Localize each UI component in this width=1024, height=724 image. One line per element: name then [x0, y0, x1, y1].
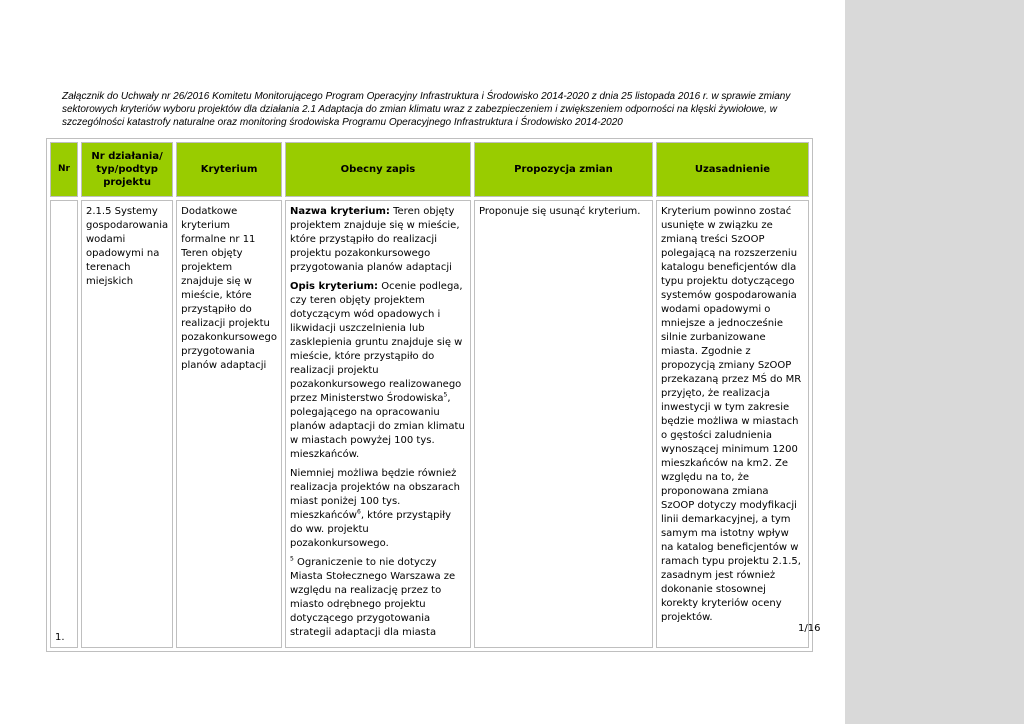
- page-number: 1/16: [798, 623, 821, 634]
- footnote-5-mark: 5: [289, 555, 294, 563]
- cell-kryterium: Dodatkowe kryterium formalne nr 11 Teren objęty projektem znajduje się w mieście, które przystąpiło do realizacji projektu pozakonkursowego przygotowania planów adaptacji: [176, 200, 282, 648]
- nazwa-text: Teren objęty projektem znajduje się w mieście, które przystąpiło do realizacji projektu pozakonkursowego przygotowania planów adaptacji: [289, 206, 460, 273]
- cell-obecny-zapis: [285, 200, 471, 648]
- header-dzialanie: Nr działania/ typ/podtyp projektu: [81, 142, 173, 197]
- nazwa-label: Nazwa kryterium:: [289, 206, 390, 217]
- footnote-5-text: Ograniczenie to nie dotyczy Miasta Stołecznego Warszawa ze względu na realizację przez to miasto odrębnego projektu dotyczącego przygotowania strategii adaptacji dla miasta: [289, 557, 456, 638]
- table-header-row: [50, 142, 809, 197]
- footnote-ref-5[interactable]: 5: [443, 391, 448, 399]
- header-obecny-zapis: Obecny zapis: [285, 142, 471, 197]
- header-propozycja: Propozycja zmian: [474, 142, 653, 197]
- cell-uzasadnienie: Kryterium powinno zostać usunięte w związku ze zmianą treści SzOOP polegającą na rozszerzeniu katalogu beneficjentów dla typu projektu dotyczącego systemów gospodarowania wodami opadowymi o mniejsze a jednocześnie silnie zurbanizowane miasta. Zgodnie z propozycją zmiany SzOOP przekazaną przez MŚ do MR przyjęto, że realizacja inwestycji w tym zakresie będzie możliwa w miastach o gęstości zaludnienia wynoszącej minimum 1200 mieszkańców na km2. Ze względu na to, że proponowana zmiana SzOOP dotyczy modyfikacji linii demarkacyjnej, a tym samym ma istotny wpływ na katalog beneficjentów w ramach typu projektu 2.1.5, zasadnym jest również dokonanie stosownej korekty kryteriów oceny projektów.: [656, 200, 809, 648]
- opis-kryterium-paragraph: [290, 280, 466, 462]
- comment-margin-pane: [845, 0, 1024, 724]
- header-uzasadnienie: Uzasadnienie: [656, 142, 809, 197]
- niemniej-paragraph: [290, 467, 466, 551]
- cell-dzialanie: 2.1.5 Systemy gospodarowania wodami opadowymi na terenach miejskich: [81, 200, 173, 648]
- criteria-table: [46, 138, 813, 652]
- cell-propozycja: Proponuje się usunąć kryterium.: [474, 200, 653, 648]
- footnote-ref-6[interactable]: 6: [356, 508, 361, 516]
- opis-text: Ocenie podlega, czy teren objęty projektem dotyczącym wód opadowych i likwidacji uszczelnienia lub zasklepienia gruntu znajduje się w mieście, które przystąpiło do realizacji projektu pozakonkursowego realizowanego przez Ministerstwo Środowiska: [289, 281, 463, 404]
- header-nr: Nr: [50, 142, 78, 197]
- footnote-5-paragraph: [290, 556, 466, 640]
- table-row: [50, 200, 809, 648]
- cell-nr: 1.: [50, 200, 78, 648]
- niemniej-text: Niemniej możliwa będzie również realizacja projektów na obszarach miast poniżej 100 tys. mieszkańców: [289, 468, 460, 521]
- document-header-note: Załącznik do Uchwały nr 26/2016 Komitetu Monitorującego Program Operacyjny Infrastruktura i Środowisko 2014-2020 z dnia 25 listopada 2016 r. w sprawie zmiany sektorowych kryteriów wyboru projektów dla działania 2.1 Adaptacja do zmian klimatu wraz z zabezpieczeniem i zwiększeniem odporności na klęski żywiołowe, w szczególności katastrofy naturalne oraz monitoring środowiska Programu Operacyjnego Infrastruktura i Środowisko 2014-2020: [62, 91, 791, 128]
- niemniej-text-continued: , które przystąpiły do ww. projektu pozakonkursowego.: [289, 510, 451, 549]
- opis-label: Opis kryterium:: [289, 281, 379, 292]
- nazwa-kryterium-paragraph: [290, 205, 466, 275]
- header-kryterium: Kryterium: [176, 142, 282, 197]
- opis-text-continued: , polegającego na opracowaniu planów adaptacji do zmian klimatu w miastach powyżej 100 tys. mieszkańców.: [289, 393, 465, 460]
